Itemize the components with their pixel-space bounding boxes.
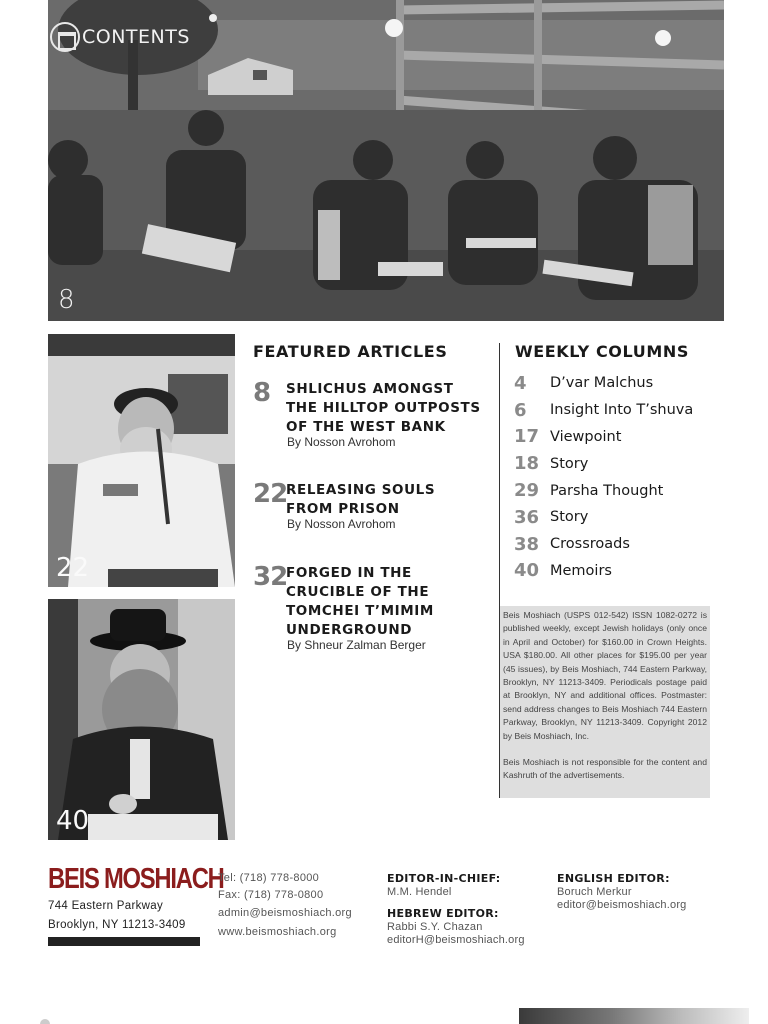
hebrew-editor-email[interactable]: editorH@beismoshiach.org [387, 934, 525, 946]
weekly-page-number: 38 [514, 533, 540, 555]
article-title[interactable]: SHLICHUS AMONGST THE HILLTOP OUTPOSTS OF THE WEST BANK [286, 381, 481, 435]
article-author: By Nosson Avrohom [287, 517, 396, 531]
weekly-item[interactable] [514, 504, 714, 531]
weekly-item[interactable] [514, 558, 714, 585]
weekly-page-number: 29 [514, 480, 540, 502]
telephone: Tel: (718) 778-8000 [218, 872, 320, 884]
contents-text: CONTENTS [82, 26, 190, 48]
weekly-page-number: 17 [514, 426, 540, 448]
hebrew-editor-label: HEBREW EDITOR: [387, 907, 499, 920]
weekly-page-number: 4 [514, 372, 527, 394]
english-editor-label: ENGLISH EDITOR: [557, 872, 670, 885]
weekly-name[interactable]: Story [550, 509, 589, 526]
weekly-item[interactable] [514, 370, 714, 397]
hero-page-number: 8 [58, 285, 75, 315]
weekly-name[interactable]: Parsha Thought [550, 482, 664, 499]
photo-page-22 [48, 334, 235, 587]
beis-moshiach-logo [48, 863, 224, 895]
weekly-name[interactable]: Memoirs [550, 562, 612, 579]
article-title[interactable]: RELEASING SOULS FROM PRISON [286, 482, 436, 517]
contents-label [50, 22, 190, 52]
english-editor-email[interactable]: editor@beismoshiach.org [557, 899, 687, 911]
logo-underline-bar [48, 937, 200, 946]
editor-in-chief-name: M.M. Hendel [387, 886, 452, 898]
photo-page-number: 40 [56, 806, 90, 836]
email-link[interactable]: admin@beismoshiach.org [218, 907, 352, 919]
article-page-number: 8 [253, 378, 271, 408]
fax: Fax: (718) 778-0800 [218, 889, 324, 901]
weekly-item[interactable] [514, 477, 714, 504]
article-author: By Nosson Avrohom [287, 435, 396, 449]
website-link[interactable]: www.beismoshiach.org [218, 926, 337, 938]
article-item[interactable] [253, 564, 493, 652]
featured-articles-heading: FEATURED ARTICLES [253, 342, 448, 361]
weekly-item[interactable] [514, 424, 714, 451]
weekly-name[interactable]: Viewpoint [550, 428, 622, 445]
logo-text: BEIS MOSHIACH [48, 863, 224, 895]
english-editor-name: Boruch Merkur [557, 886, 632, 898]
weekly-name[interactable]: D’var Malchus [550, 375, 654, 392]
weekly-item[interactable] [514, 531, 714, 558]
publication-notice-text: Beis Moshiach (USPS 012-542) ISSN 1082-0272 is published weekly, except Jewish holidays (only once in April and October) for $160.00 in Crown Heights. USA $180.00. All other places for $195.00 per year (45 issues), by Beis Moshiach, 744 Eastern Parkway, Brooklyn, NY 11213-3409. Periodicals postage paid at Brooklyn, NY and additional offices. Postmaster: send address changes to Beis Moshiach 744 Eastern Parkway, Brooklyn, NY 11213-3409. Copyright 2012 by Beis Moshiach, Inc. [503, 610, 707, 741]
weekly-page-number: 18 [514, 453, 540, 475]
article-page-number: 22 [253, 479, 288, 509]
article-item[interactable] [253, 380, 493, 449]
address-line-1: 744 Eastern Parkway [48, 900, 164, 912]
article-page-number: 32 [253, 562, 288, 592]
article-author: By Shneur Zalman Berger [287, 638, 426, 652]
editor-in-chief-label: EDITOR-IN-CHIEF: [387, 872, 501, 885]
photo-page-number: 22 [56, 553, 90, 583]
weekly-page-number: 40 [514, 560, 540, 582]
publication-notice [500, 606, 710, 798]
photo-rabbi-reading [48, 599, 235, 840]
photo-man-microphone [48, 334, 235, 587]
page-edge-mark [40, 1019, 50, 1024]
book-icon [50, 22, 80, 52]
weekly-name[interactable]: Insight Into T’shuva [550, 402, 694, 419]
photo-page-40 [48, 599, 235, 840]
advertising-disclaimer: Beis Moshiach is not responsible for the content and Kashruth of the advertisements. [503, 757, 707, 781]
address-line-2: Brooklyn, NY 11213-3409 [48, 919, 186, 931]
weekly-name[interactable]: Story [550, 455, 589, 472]
hero-photo [48, 0, 724, 321]
weekly-columns-heading: WEEKLY COLUMNS [515, 342, 689, 361]
weekly-page-number: 6 [514, 399, 527, 421]
hebrew-editor-name: Rabbi S.Y. Chazan [387, 921, 483, 933]
weekly-name[interactable]: Crossroads [550, 536, 630, 553]
weekly-page-number: 36 [514, 506, 540, 528]
weekly-columns-list [514, 370, 714, 584]
next-page-photo-edge [519, 1008, 749, 1024]
article-item[interactable] [253, 481, 493, 531]
weekly-item[interactable] [514, 397, 714, 424]
article-title[interactable]: FORGED IN THE CRUCIBLE OF THE TOMCHEI T’MIMIM UNDERGROUND [286, 565, 434, 638]
weekly-item[interactable] [514, 450, 714, 477]
